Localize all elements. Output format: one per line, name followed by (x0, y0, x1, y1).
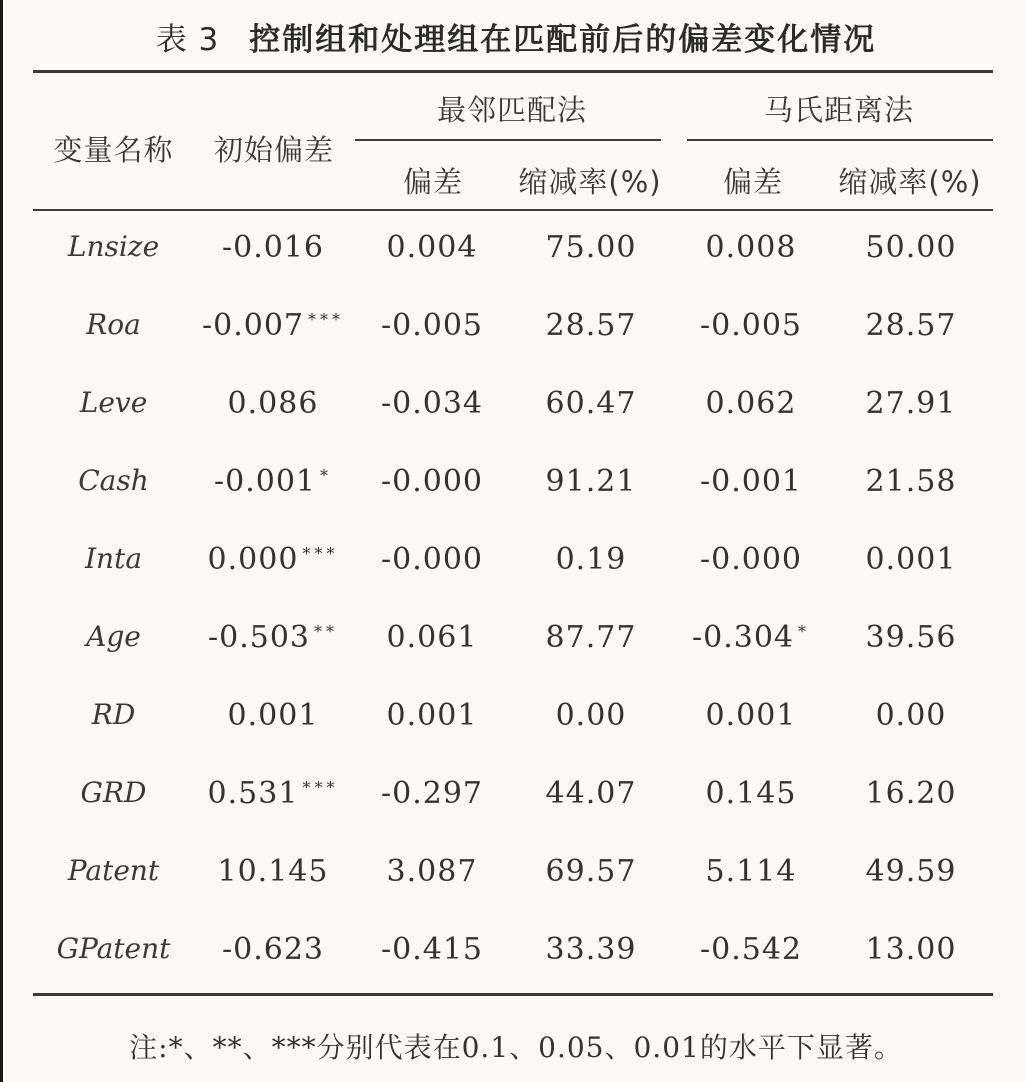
cell-nn-reduction (523, 854, 659, 889)
cell-nn-bias (365, 308, 499, 343)
cell-value: 0.001 (865, 542, 957, 577)
cell-variable (41, 386, 186, 419)
cell-nn-bias (365, 776, 499, 811)
cell-value: 0.001 (386, 698, 478, 733)
cell-value: GPatent (56, 932, 171, 965)
cell-value: Age (86, 620, 141, 653)
cell-value: RD (91, 698, 136, 731)
cell-value: GRD (80, 776, 147, 809)
cell-value: Patent (67, 854, 160, 887)
cell-initial-bias (183, 620, 363, 655)
cell-md-bias (679, 932, 823, 967)
cell-variable (41, 854, 186, 887)
cell-variable (41, 932, 186, 965)
cell-value: -0.001 (213, 464, 317, 499)
header-md-bias: 偏差 (722, 165, 783, 199)
cell-md-bias (679, 776, 823, 811)
cell-value: -0.000 (380, 542, 484, 577)
significance-stars: *** (302, 544, 339, 563)
header-nn-reduction: 缩减率(%) (518, 165, 662, 199)
cell-value: 0.061 (386, 620, 478, 655)
cell-md-reduction (843, 386, 979, 421)
cell-nn-bias (365, 698, 499, 733)
cell-value: Leve (79, 386, 148, 419)
cell-variable (41, 464, 186, 497)
cell-value: 0.00 (875, 698, 947, 733)
cell-md-bias (679, 620, 823, 655)
cell-value: 16.20 (865, 776, 957, 811)
cell-value: -0.034 (380, 386, 484, 421)
cell-value: -0.542 (699, 932, 803, 967)
cell-value: Cash (78, 464, 149, 497)
cell-value: 10.145 (217, 854, 329, 889)
cell-nn-reduction (523, 932, 659, 967)
cell-nn-reduction (523, 308, 659, 343)
cell-initial-bias (183, 464, 363, 499)
cell-value: -0.007 (201, 308, 305, 343)
cell-nn-bias (365, 464, 499, 499)
cell-value: 28.57 (545, 308, 637, 343)
cell-md-reduction (843, 308, 979, 343)
cell-initial-bias (183, 308, 363, 343)
cell-nn-bias (365, 542, 499, 577)
cell-initial-bias (183, 542, 363, 577)
cell-value: 21.58 (865, 464, 957, 499)
cell-value: 3.087 (386, 854, 478, 889)
cell-value: 33.39 (545, 932, 637, 967)
cell-value: 87.77 (545, 620, 637, 655)
cell-md-bias (679, 230, 823, 265)
cell-value: Inta (84, 542, 143, 575)
cell-initial-bias (183, 932, 363, 967)
cell-md-reduction (843, 542, 979, 577)
cell-value: 5.114 (705, 854, 797, 889)
significance-stars: * (320, 466, 333, 485)
cell-value: 69.57 (545, 854, 637, 889)
cell-md-reduction (843, 776, 979, 811)
cell-value: 13.00 (865, 932, 957, 967)
cell-value: 91.21 (545, 464, 637, 499)
cell-value: -0.016 (221, 230, 325, 265)
cell-md-reduction (843, 230, 979, 265)
cell-value: 28.57 (865, 308, 957, 343)
cell-variable (41, 698, 186, 731)
cell-initial-bias (183, 698, 363, 733)
header-nearest-neighbor: 最邻匹配法 (436, 93, 587, 127)
header-rule (33, 209, 993, 211)
header-mahalanobis: 马氏距离法 (763, 93, 914, 127)
cell-nn-bias (365, 230, 499, 265)
cell-initial-bias (183, 854, 363, 889)
cell-value: -0.005 (380, 308, 484, 343)
cell-value: -0.297 (380, 776, 484, 811)
cell-value: 0.00 (555, 698, 627, 733)
cell-md-reduction (843, 464, 979, 499)
cell-value: 0.000 (207, 542, 299, 577)
cell-value: 75.00 (545, 230, 637, 265)
cell-md-reduction (843, 698, 979, 733)
cell-md-bias (679, 386, 823, 421)
cell-md-bias (679, 542, 823, 577)
cell-md-bias (679, 698, 823, 733)
cell-value: 0.001 (705, 698, 797, 733)
cell-value: Lnsize (67, 230, 160, 263)
method1-underline (355, 139, 661, 141)
cell-nn-bias (365, 386, 499, 421)
cell-initial-bias (183, 230, 363, 265)
significance-stars: *** (308, 310, 345, 329)
header-variable-name: 变量名称 (53, 133, 174, 167)
cell-value: 39.56 (865, 620, 957, 655)
cell-value: 0.086 (227, 386, 319, 421)
cell-value: -0.000 (380, 464, 484, 499)
cell-md-bias (679, 854, 823, 889)
cell-variable (41, 308, 186, 341)
header-initial-bias: 初始偏差 (213, 133, 334, 167)
cell-value: 0.062 (705, 386, 797, 421)
cell-value: -0.304 (691, 620, 795, 655)
header-nn-bias: 偏差 (402, 165, 463, 199)
cell-value: 27.91 (865, 386, 957, 421)
cell-nn-reduction (523, 230, 659, 265)
cell-variable (41, 542, 186, 575)
cell-nn-bias (365, 932, 499, 967)
cell-nn-reduction (523, 620, 659, 655)
method2-underline (687, 139, 993, 141)
cell-value: 0.531 (207, 776, 299, 811)
cell-value: 0.004 (386, 230, 478, 265)
cell-md-bias (679, 308, 823, 343)
cell-md-reduction (843, 932, 979, 967)
significance-stars: *** (302, 778, 339, 797)
header-md-reduction: 缩减率(%) (838, 165, 982, 199)
cell-md-reduction (843, 620, 979, 655)
cell-value: -0.503 (207, 620, 311, 655)
significance-stars: * (798, 622, 811, 641)
cell-value: 0.145 (705, 776, 797, 811)
cell-nn-reduction (523, 464, 659, 499)
cell-value: -0.001 (699, 464, 803, 499)
table-note: 注:*、**、***分别代表在0.1、0.05、0.01的水平下显著。 (129, 1031, 903, 1064)
cell-value: 0.19 (555, 542, 627, 577)
cell-initial-bias (183, 776, 363, 811)
cell-nn-bias (365, 620, 499, 655)
cell-value: -0.623 (221, 932, 325, 967)
cell-value: 0.001 (227, 698, 319, 733)
cell-nn-reduction (523, 542, 659, 577)
cell-value: 49.59 (865, 854, 957, 889)
cell-nn-bias (365, 854, 499, 889)
cell-variable (41, 620, 186, 653)
table-caption: 控制组和处理组在匹配前后的偏差变化情况 (249, 22, 877, 58)
cell-value: -0.000 (699, 542, 803, 577)
cell-value: 50.00 (865, 230, 957, 265)
cell-value: 44.07 (545, 776, 637, 811)
cell-value: Roa (86, 308, 141, 341)
significance-stars: ** (314, 622, 339, 641)
table-number: 表 3 (155, 22, 220, 58)
top-rule (33, 70, 993, 73)
cell-variable (41, 776, 186, 809)
cell-nn-reduction (523, 698, 659, 733)
cell-md-bias (679, 464, 823, 499)
cell-value: -0.005 (699, 308, 803, 343)
cell-md-reduction (843, 854, 979, 889)
cell-value: 0.008 (705, 230, 797, 265)
cell-value: -0.415 (380, 932, 484, 967)
cell-nn-reduction (523, 386, 659, 421)
cell-variable (41, 230, 186, 263)
cell-value: 60.47 (545, 386, 637, 421)
cell-initial-bias (183, 386, 363, 421)
table-title (3, 14, 1026, 59)
bottom-rule (33, 993, 993, 996)
cell-nn-reduction (523, 776, 659, 811)
